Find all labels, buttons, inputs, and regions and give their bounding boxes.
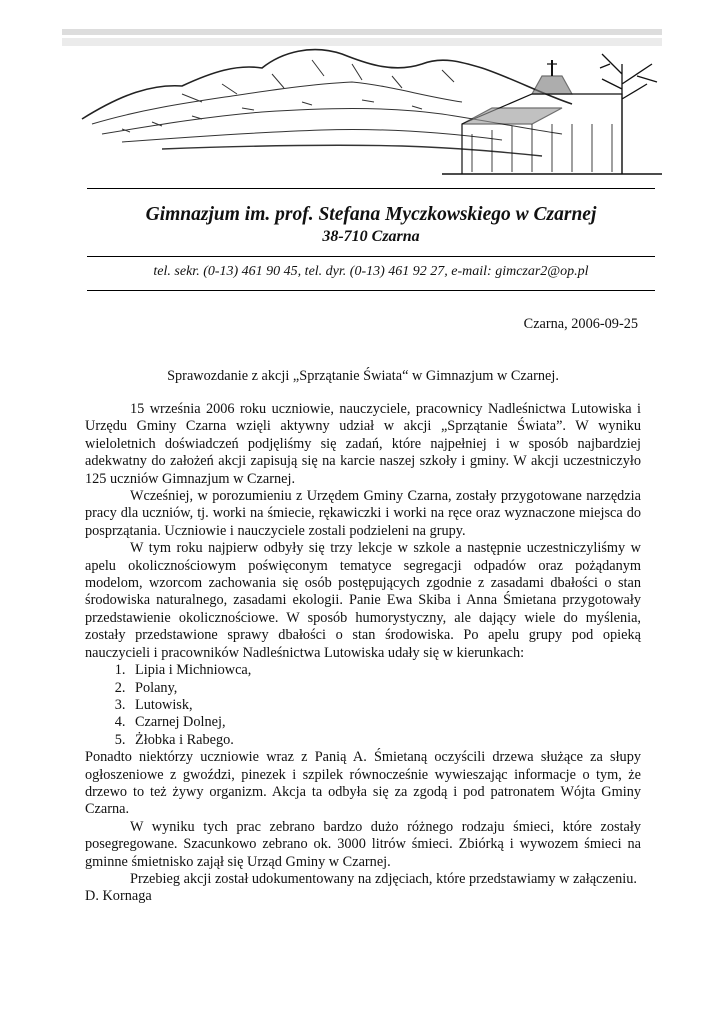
top-rule [87, 188, 655, 189]
mountain-landscape-drawing [62, 24, 662, 180]
paragraph-4: Ponadto niektórzy uczniowie wraz z Panią A. Śmietaną oczyścili drzewa służące za słupy ogłoszeniowe z gwoździ, pinezek i szpilek równocześnie wywieszając informacje o tym, że drzewo to też żywy organizm. Akcja ta odbyła się za zgodą i pod patronatem Wójta Gminy Czarna. [85, 749, 641, 818]
paragraph-1: 15 września 2006 roku uczniowie, nauczyciele, pracownicy Nadleśnictwa Lutowiska i Urzędu Gminy Czarna wzięli aktywny udział w akcji „Sprzątanie Świata”. W wyniku wieloletnich doświadczeń podjęliśmy się zadań, które najpełniej i w sposób najbardziej adekwatny do założeń akcji zapisują się na karcie naszej szkoły i gminy. W akcji uczestniczyło 125 uczniów Gimnazjum w Czarnej. [85, 401, 641, 487]
list-item: 5. Żłobka i Rabego. [129, 732, 641, 749]
school-name: Gimnazjum im. prof. Stefana Myczkowskiego w Czarnej [145, 204, 597, 225]
list-item: 3. Lutowisk, [129, 697, 641, 714]
list-item: 1. Lipia i Michniowca, [129, 662, 641, 679]
report-body [85, 401, 641, 906]
paragraph-5: W wyniku tych prac zebrano bardzo dużo różnego rodzaju śmieci, które zostały posegregowane. Szacunkowo zebrano ok. 3000 litrów śmieci. Zbiórką i wywozem śmieci na gminne śmietnisko zajął się Urząd Gminy w Czarnej. [85, 818, 641, 870]
list-item: 4. Czarnej Dolnej, [129, 714, 641, 731]
directions-list [85, 662, 641, 749]
bottom-rule [87, 290, 655, 291]
signature: D. Kornaga [85, 888, 152, 905]
list-item: 2. Polany, [129, 680, 641, 697]
report-title: Sprawozdanie z akcji „Sprzątanie Świata“ w Gimnazjum w Czarnej. [167, 368, 559, 384]
postal-code: 38-710 Czarna [322, 228, 420, 245]
middle-rule [87, 256, 655, 257]
paragraph-3: W tym roku najpierw odbyły się trzy lekcje w szkole a następnie uczestniczyliśmy w apelu okolicznościowym poświęconym tematyce segregacji odpadów oraz pożądanym modelom, wzorcom zachowania się osób postępujących zgodnie z zasadami dbałości o stan środowiska naturalnego, zasadami ekologii. Panie Ewa Skiba i Anna Śmietana przygotowały przedstawienie okolicznościowe. W sposób humorystyczny, ale dający wiele do myślenia, zostały przedstawione sprawy dbałości o stan środowiska. Po apelu grupy pod opieką nauczycieli i pracowników Nadleśnictwa Lutowiska udały się w kierunkach: [85, 540, 641, 661]
paragraph-6: Przebieg akcji został udokumentowany na zdjęciach, które przedstawiamy w załączeniu. [130, 870, 637, 887]
paragraph-2: Wcześniej, w porozumieniu z Urzędem Gminy Czarna, zostały przygotowane narzędzia pracy dla uczniów, tj. worki na śmiecie, rękawiczki i worki na ręce oraz wyznaczone miejsca do posprzątania. Uczniowie i nauczyciele zostali podzieleni na grupy. [85, 488, 641, 539]
letter-date: Czarna, 2006-09-25 [523, 316, 638, 332]
contact-line: tel. sekr. (0-13) 461 90 45, tel. dyr. (0-13) 461 92 27, e-mail: gimczar2@op.pl [153, 264, 589, 279]
